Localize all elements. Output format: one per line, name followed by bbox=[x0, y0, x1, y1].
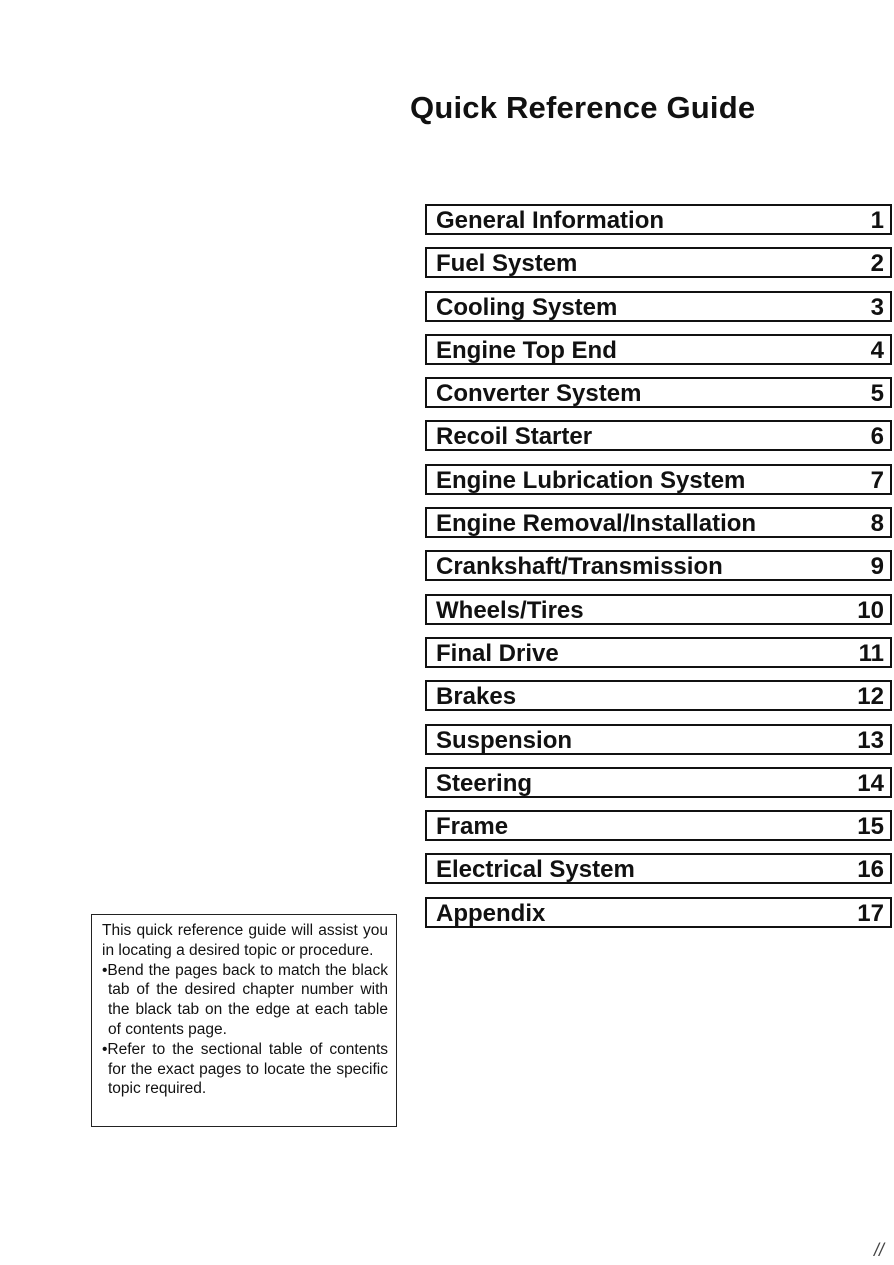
chapter-label: Recoil Starter bbox=[436, 423, 593, 451]
note-bullet-bend-pages: •Bend the pages back to match the black tab of the desired chapter number with the black tab on the edge at each table of contents page. bbox=[102, 961, 388, 1038]
usage-note-box bbox=[91, 914, 397, 1127]
chapter-number: 1 bbox=[870, 207, 884, 234]
note-bullet-refer-contents: •Refer to the sectional table of contents for the exact pages to locate the specific topic required. bbox=[102, 1040, 388, 1098]
chapter-label: Engine Top End bbox=[436, 336, 617, 364]
chapter-tab-10[interactable] bbox=[425, 594, 892, 625]
chapter-number: 4 bbox=[870, 336, 884, 364]
page-title: Quick Reference Guide bbox=[410, 90, 756, 125]
chapter-tab-8[interactable] bbox=[425, 507, 892, 538]
chapter-label: Crankshaft/Transmission bbox=[436, 553, 723, 581]
chapter-number: 5 bbox=[870, 380, 884, 408]
note-intro: This quick reference guide will assist you in locating a desired topic or procedure. bbox=[102, 922, 388, 959]
chapter-tab-1[interactable] bbox=[425, 204, 892, 235]
chapter-tab-6[interactable] bbox=[425, 420, 892, 451]
chapter-index bbox=[425, 204, 892, 940]
chapter-label: Fuel System bbox=[436, 250, 578, 278]
chapter-number: 11 bbox=[858, 639, 884, 667]
chapter-tab-2[interactable] bbox=[425, 247, 892, 278]
chapter-label: Wheels/Tires bbox=[436, 596, 584, 624]
chapter-number: 13 bbox=[857, 726, 884, 754]
chapter-tab-7[interactable] bbox=[425, 464, 892, 495]
chapter-number: 3 bbox=[870, 293, 884, 321]
chapter-label: Converter System bbox=[436, 380, 642, 408]
chapter-number: 15 bbox=[857, 813, 884, 841]
chapter-label: Frame bbox=[436, 813, 509, 841]
chapter-label: Engine Lubrication System bbox=[436, 466, 746, 494]
chapter-number: 17 bbox=[857, 899, 884, 927]
chapter-tab-16[interactable] bbox=[425, 853, 892, 884]
chapter-number: 2 bbox=[870, 250, 884, 278]
chapter-tab-11[interactable] bbox=[425, 637, 892, 668]
chapter-label: Suspension bbox=[436, 726, 573, 754]
chapter-tab-14[interactable] bbox=[425, 767, 892, 798]
chapter-label: Appendix bbox=[436, 899, 546, 927]
chapter-label: Brakes bbox=[436, 683, 517, 711]
chapter-tab-5[interactable] bbox=[425, 377, 892, 408]
chapter-label: Cooling System bbox=[436, 293, 618, 321]
chapter-number: 14 bbox=[857, 769, 884, 797]
chapter-tab-17[interactable] bbox=[425, 897, 892, 928]
chapter-label: Final Drive bbox=[436, 639, 559, 667]
chapter-tab-12[interactable] bbox=[425, 680, 892, 711]
chapter-number: 9 bbox=[870, 553, 884, 581]
chapter-label: General Information bbox=[436, 207, 665, 234]
corner-pen-mark: // bbox=[873, 1240, 884, 1260]
chapter-label: Electrical System bbox=[436, 856, 635, 884]
chapter-number: 8 bbox=[870, 510, 884, 538]
chapter-tab-3[interactable] bbox=[425, 291, 892, 322]
chapter-tab-15[interactable] bbox=[425, 810, 892, 841]
chapter-tab-4[interactable] bbox=[425, 334, 892, 365]
chapter-number: 6 bbox=[870, 423, 884, 451]
chapter-label: Steering bbox=[436, 769, 533, 797]
chapter-label: Engine Removal/Installation bbox=[436, 510, 757, 538]
chapter-number: 12 bbox=[857, 683, 884, 711]
chapter-tab-13[interactable] bbox=[425, 724, 892, 755]
chapter-number: 10 bbox=[857, 596, 884, 624]
chapter-number: 7 bbox=[870, 466, 884, 494]
chapter-tab-9[interactable] bbox=[425, 550, 892, 581]
chapter-number: 16 bbox=[857, 856, 884, 884]
